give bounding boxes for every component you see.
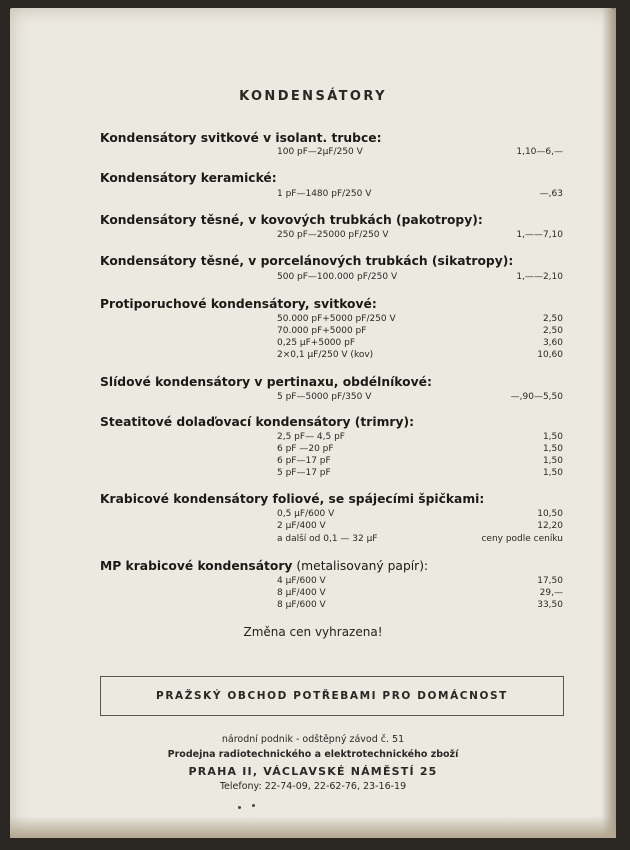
price-text: 1,50 bbox=[542, 432, 563, 442]
spec-text: a další od 0,1 — 32 μF bbox=[277, 534, 378, 544]
price-line bbox=[277, 146, 563, 158]
price-line bbox=[277, 587, 563, 599]
spec-text: 5 pF—17 pF bbox=[277, 468, 331, 478]
price-text: 1,50 bbox=[542, 456, 563, 466]
price-text: ceny podle ceníku bbox=[481, 534, 563, 544]
ink-dot bbox=[238, 806, 241, 809]
price-line bbox=[277, 599, 563, 611]
page-title: KONDENSÁTORY bbox=[239, 89, 387, 104]
spec-text: 1 pF—1480 pF/250 V bbox=[277, 189, 372, 199]
price-line bbox=[277, 349, 563, 361]
spec-text: 2,5 pF— 4,5 pF bbox=[277, 432, 345, 442]
price-line bbox=[277, 325, 563, 337]
spec-text: 70.000 pF+5000 pF bbox=[277, 326, 367, 336]
price-line bbox=[277, 533, 563, 545]
footer-company: národní podnik - odštěpný závod č. 51 bbox=[221, 734, 405, 745]
price-text: 1,——7,10 bbox=[516, 230, 563, 240]
price-line bbox=[277, 391, 563, 403]
spec-text: 250 pF—25000 pF/250 V bbox=[277, 230, 389, 240]
spec-text: 8 μF/600 V bbox=[277, 600, 326, 610]
price-change-note: Změna cen vyhrazena! bbox=[243, 625, 383, 639]
price-text: 33,50 bbox=[537, 600, 563, 610]
spec-text: 100 pF—2μF/250 V bbox=[277, 147, 363, 157]
price-text: 10,50 bbox=[537, 509, 563, 519]
section-heading-pakotropy: Kondensátory těsné, v kovových trubkách (pakotropy): bbox=[100, 213, 483, 227]
spec-text: 0,5 μF/600 V bbox=[277, 509, 335, 519]
price-text: 2,50 bbox=[542, 326, 563, 336]
section-heading-steatitove: Steatitové dolaďovací kondensátory (trimry): bbox=[100, 415, 415, 429]
price-text: —,90—5,50 bbox=[510, 392, 563, 402]
price-list-page bbox=[10, 8, 616, 838]
price-line bbox=[277, 188, 563, 200]
price-text: 29,— bbox=[539, 588, 563, 598]
price-line bbox=[277, 467, 563, 479]
spec-text: 8 μF/400 V bbox=[277, 588, 326, 598]
store-name: PRAŽSKÝ OBCHOD POTŘEBAMI PRO DOMÁCNOST bbox=[156, 690, 508, 702]
price-text: —,63 bbox=[539, 189, 563, 199]
spec-text: 5 pF—5000 pF/350 V bbox=[277, 392, 372, 402]
section-heading-svitkove: Kondensátory svitkové v isolant. trubce: bbox=[100, 131, 382, 145]
section-heading-mp-krabicove: MP krabicové kondensátory (metalisovaný papír): bbox=[100, 559, 429, 573]
price-line bbox=[277, 455, 563, 467]
price-text: 10,60 bbox=[537, 350, 563, 360]
spec-text: 2×0,1 μF/250 V (kov) bbox=[277, 350, 374, 360]
store-name-box bbox=[100, 676, 564, 716]
price-line bbox=[277, 271, 563, 283]
section-heading-protiporuchove: Protiporuchové kondensátory, svitkové: bbox=[100, 297, 377, 311]
spec-text: 500 pF—100.000 pF/250 V bbox=[277, 272, 398, 282]
footer-shop-type: Prodejna radiotechnického a elektrotechnického zboží bbox=[167, 749, 459, 760]
section-heading-keramicke: Kondensátory keramické: bbox=[100, 171, 277, 185]
footer-phones: Telefony: 22-74-09, 22-62-76, 23-16-19 bbox=[219, 781, 407, 792]
price-text: 12,20 bbox=[537, 521, 563, 531]
price-text: 17,50 bbox=[537, 576, 563, 586]
spec-text: 2 μF/400 V bbox=[277, 521, 326, 531]
spec-text: 4 μF/600 V bbox=[277, 576, 326, 586]
spec-text: 0,25 μF+5000 pF bbox=[277, 338, 355, 348]
price-line bbox=[277, 431, 563, 443]
price-line bbox=[277, 575, 563, 587]
section-heading-sikatropy: Kondensátory těsné, v porcelánových trubkách (sikatropy): bbox=[100, 254, 514, 268]
spec-text: 6 pF —20 pF bbox=[277, 444, 334, 454]
price-line bbox=[277, 337, 563, 349]
price-line bbox=[277, 313, 563, 325]
spec-text: 6 pF—17 pF bbox=[277, 456, 331, 466]
spec-text: 50.000 pF+5000 pF/250 V bbox=[277, 314, 396, 324]
price-line bbox=[277, 508, 563, 520]
price-line bbox=[277, 520, 563, 532]
price-text: 1,50 bbox=[542, 444, 563, 454]
price-text: 2,50 bbox=[542, 314, 563, 324]
price-text: 1,——2,10 bbox=[516, 272, 563, 282]
price-text: 1,10—6,— bbox=[516, 147, 563, 157]
footer-address: PRAHA II, VÁCLAVSKÉ NÁMĚSTÍ 25 bbox=[188, 765, 438, 778]
price-line bbox=[277, 443, 563, 455]
price-line bbox=[277, 229, 563, 241]
price-text: 1,50 bbox=[542, 468, 563, 478]
section-heading-slidove: Slídové kondensátory v pertinaxu, obdélníkové: bbox=[100, 375, 432, 389]
price-text: 3,60 bbox=[542, 338, 563, 348]
section-heading-krabicove-foliove: Krabicové kondensátory foliové, se spájecími špičkami: bbox=[100, 492, 485, 506]
ink-dot bbox=[252, 804, 255, 807]
